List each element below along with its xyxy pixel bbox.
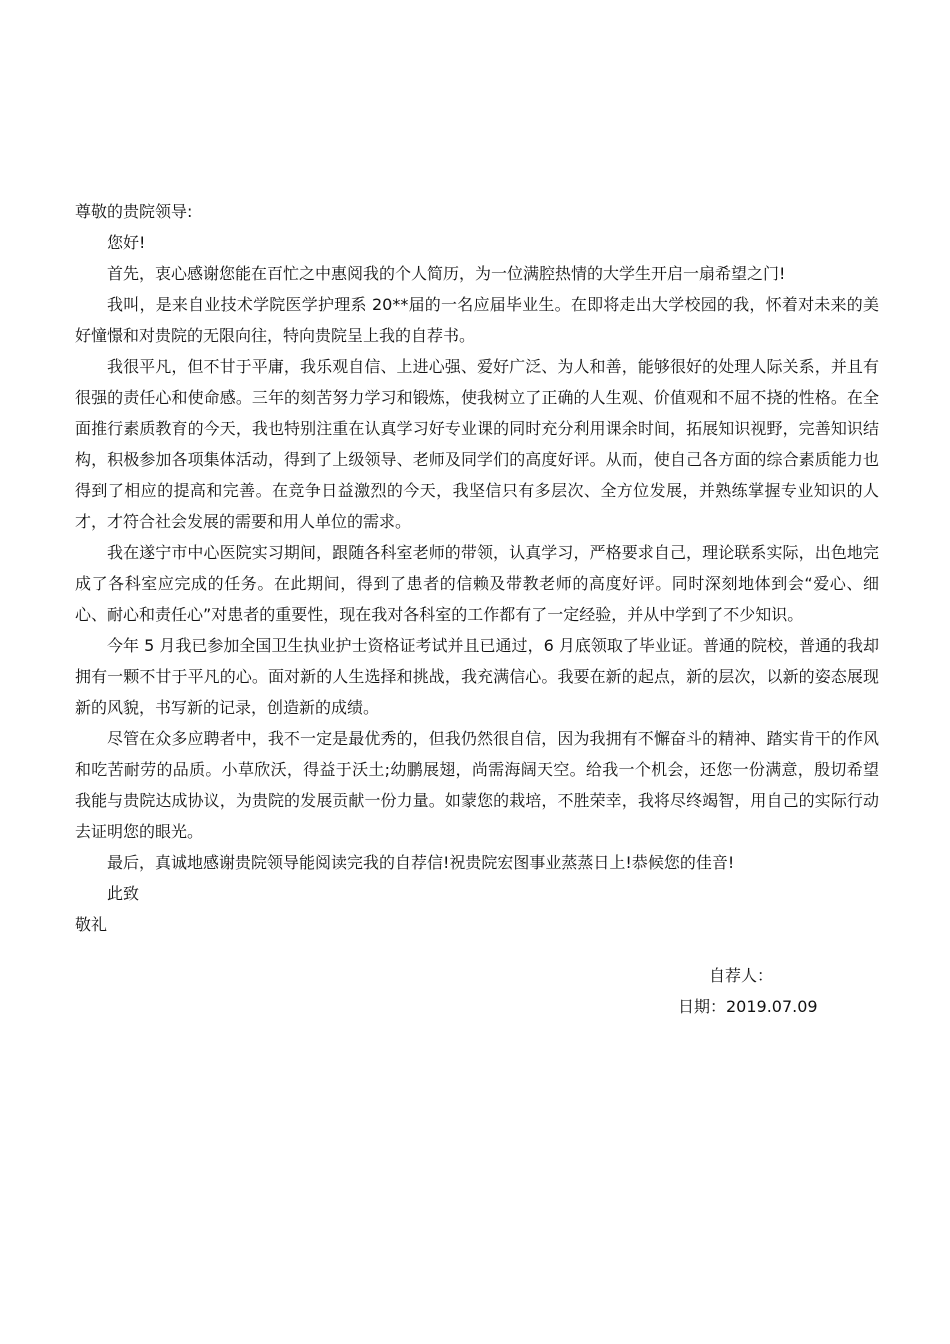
- salutation: 尊敬的贵院领导:: [75, 202, 193, 221]
- cover-letter-body: [75, 196, 879, 940]
- paragraph-certification: 今年 5 月我已参加全国卫生执业护士资格证考试并且已通过，6 月底领取了毕业证。普通的院校，普通的我却拥有一颗不甘于平凡的心。面对新的人生选择和挑战，我充满信心。我要在新的起点，新的层次，以新的姿态展现新的风貌，书写新的记录，创造新的成绩。: [75, 636, 879, 717]
- paragraph-thanks: 首先，衷心感谢您能在百忙之中惠阅我的个人简历，为一位满腔热情的大学生开启一扇希望之门!: [107, 264, 786, 283]
- paragraph-confidence: 尽管在众多应聘者中，我不一定是最优秀的，但我仍然很自信，因为我拥有不懈奋斗的精神、踏实肯干的作风和吃苦耐劳的品质。小草欣沃，得益于沃土;幼鹏展翅，尚需海阔天空。给我一个机会，还您一份满意，殷切希望我能与贵院达成协议，为贵院的发展贡献一份力量。如蒙您的栽培，不胜荣幸，我将尽终竭智，用自己的实际行动去证明您的眼光。: [75, 729, 879, 841]
- paragraph-internship: 我在遂宁市中心医院实习期间，跟随各科室老师的带领，认真学习，严格要求自己，理论联系实际，出色地完成了各科室应完成的任务。在此期间，得到了患者的信赖及带教老师的高度好评。同时深刻地体到会“爱心、细心、耐心和责任心”对患者的重要性，现在我对各科室的工作都有了一定经验，并从中学到了不少知识。: [75, 543, 879, 624]
- paragraph-closing-thanks: 最后，真诚地感谢贵院领导能阅读完我的自荐信!祝贵院宏图事业蒸蒸日上!恭候您的佳音!: [107, 853, 735, 872]
- closing-jing-li: 敬礼: [75, 915, 108, 934]
- closing-ci-zhi: 此致: [107, 884, 140, 903]
- paragraph-introduction: 我叫，是来自业技术学院医学护理系 20**届的一名应届毕业生。在即将走出大学校园的我，怀着对未来的美好憧憬和对贵院的无限向往，特向贵院呈上我的自荐书。: [75, 295, 879, 345]
- signature-date: 日期：2019.07.09: [678, 997, 818, 1016]
- paragraph-personality: 我很平凡，但不甘于平庸，我乐观自信、上进心强、爱好广泛、为人和善，能够很好的处理人际关系，并且有很强的责任心和使命感。三年的刻苦努力学习和锻炼，使我树立了正确的人生观、价值观和不屈不挠的性格。在全面推行素质教育的今天，我也特别注重在认真学习好专业课的同时充分利用课余时间，拓展知识视野，完善知识结构，积极参加各项集体活动，得到了上级领导、老师及同学们的高度好评。从而，使自己各方面的综合素质能力也得到了相应的提高和完善。在竞争日益激烈的今天，我坚信只有多层次、全方位发展，并熟练掌握专业知识的人才，才符合社会发展的需要和用人单位的需求。: [75, 357, 879, 531]
- signature-name-label: 自荐人：: [709, 966, 774, 985]
- greeting: 您好!: [107, 233, 146, 252]
